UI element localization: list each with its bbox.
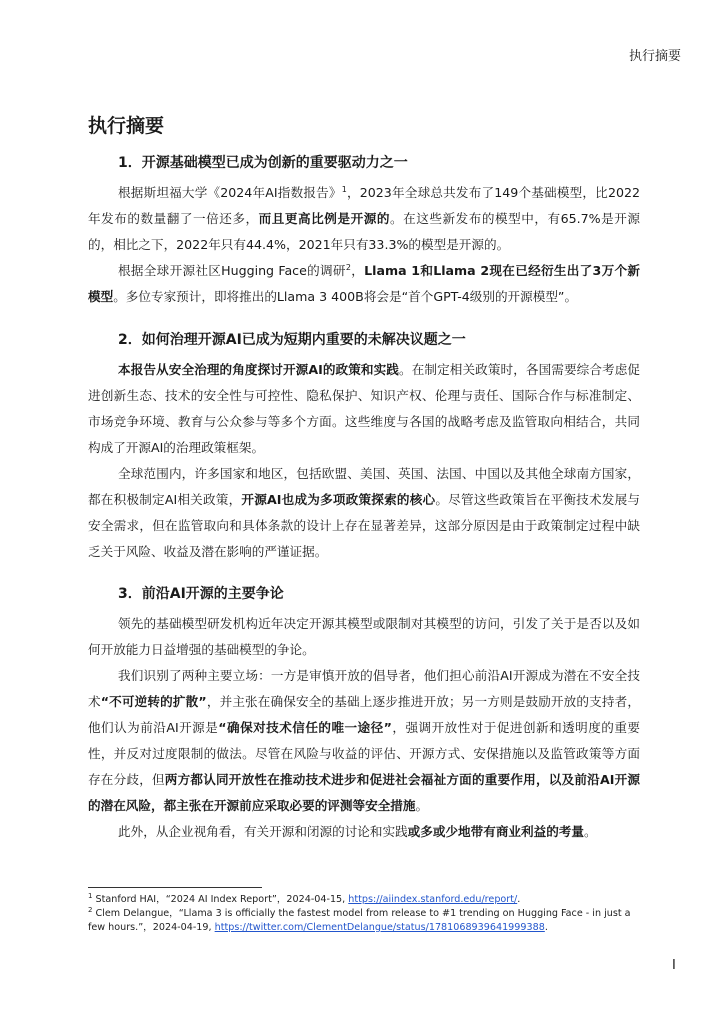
- section-1-paragraph-1: 根据斯坦福大学《2024年AI指数报告》$^1$，2023年全球总共发布了149个基础模型，比2022年发布的数量翻了一倍还多，而且更高比例是开源的。在这些新发布的模型中，有65.7%是开源的，相比之下，2022年只有44.4%，2021年只有33.3%的模型是开源的。: [88, 184, 641, 252]
- section-1: [88, 154, 640, 310]
- running-header: 执行摘要: [628, 49, 681, 64]
- footnote-divider: [88, 887, 262, 888]
- page-title: 执行摘要: [88, 115, 165, 137]
- footnote-ref-1: 1: [341, 184, 347, 194]
- footnote-2: $^2$ Clem Delangue，“Llama 3 is officially the fastest model from release to #1 trending on Hugging Face - in just a few hours.”，2024-04-19, https://twitter.com/ClementDelangue/status/1781068939641999388.: [88, 905, 631, 933]
- section-3-paragraph-1: 领先的基础模型研发机构近年决定开源其模型或限制对其模型的访问，引发了关于是否以及如何开放能力日益增强的基础模型的争论。: [88, 616, 640, 657]
- section-3-paragraph-3: 此外，从企业视角看，有关开源和闭源的讨论和实践或多或少地带有商业利益的考量。: [118, 824, 597, 839]
- section-2-paragraph-2: 全球范围内，许多国家和地区，包括欧盟、美国、英国、法国、中国以及其他全球南方国家，都在积极制定AI相关政策，开源AI也成为多项政策探索的核心。尽管这些政策旨在平衡技术发展与安全需求，但在监管取向和具体条款的设计上存在显著差异，这部分原因是由于政策制定过程中缺乏关于风险、收益及潜在影响的严谨证据。: [88, 466, 640, 559]
- footnote-2-link[interactable]: https://twitter.com/ClementDelangue/status/1781068939641999388: [214, 922, 545, 933]
- footnote-1: $^1$ Stanford HAI，“2024 AI Index Report”，2024-04-15, https://aiindex.stanford.edu/report/.: [88, 891, 521, 905]
- footnotes: [88, 893, 640, 935]
- section-1-heading: 1．开源基础模型已成为创新的重要驱动力之一: [118, 155, 408, 171]
- page-number: I: [672, 958, 676, 973]
- section-2-paragraph-1: 本报告从安全治理的角度探讨开源AI的政策和实践。在制定相关政策时，各国需要综合考虑促进创新生态、技术的安全性与可控性、隐私保护、知识产权、伦理与责任、国际合作与标准制定、市场竞争环境、教育与公众参与等多个方面。这些维度与各国的战略考虑及监管取向相结合，共同构成了开源AI的治理政策框架。: [88, 362, 640, 455]
- section-2-heading: 2．如何治理开源AI已成为短期内重要的未解决议题之一: [118, 332, 466, 348]
- section-3-paragraph-2: 我们识别了两种主要立场：一方是审慎开放的倡导者，他们担心前沿AI开源成为潜在不安全技术“不可逆转的扩散”，并主张在确保安全的基础上逐步推进开放；另一方则是鼓励开放的支持者，他们认为前沿AI开源是“确保对技术信任的唯一途径”，强调开放性对于促进创新和透明度的重要性，并反对过度限制的做法。尽管在风险与收益的评估、开源方式、安保措施以及监管政策等方面存在分歧，但两方都认同开放性在推动技术进步和促进社会福祉方面的重要作用，以及前沿AI开源的潜在风险，都主张在开源前应采取必要的评测等安全措施。: [88, 668, 640, 813]
- section-1-paragraph-2: 根据全球开源社区Hugging Face的调研$^2$，Llama 1和Llama 2现在已经衍生出了3万个新模型。多位专家预计，即将推出的Llama 3 400B将会是“首个GPT-4级别的开源模型”。: [88, 262, 640, 304]
- section-3-heading: 3．前沿AI开源的主要争论: [118, 586, 284, 602]
- section-3: [88, 585, 640, 845]
- footnote-1-link[interactable]: https://aiindex.stanford.edu/report/: [348, 894, 518, 905]
- section-2: [88, 331, 640, 565]
- footnote-ref-2: 2: [345, 262, 351, 272]
